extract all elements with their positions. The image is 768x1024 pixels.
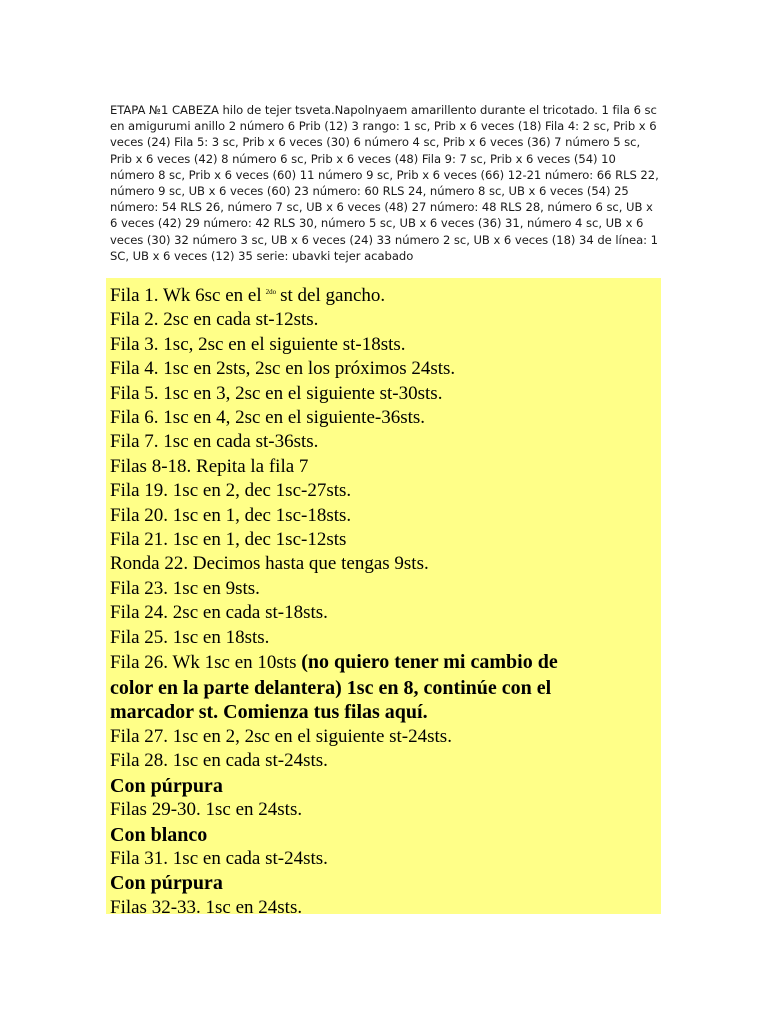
row-26-bold-note-2: color en la parte delantera) 1sc en 8, continúe con el bbox=[110, 676, 552, 699]
row-19: Fila 19. 1sc en 2, dec 1sc-27sts. bbox=[110, 480, 352, 502]
row-3: Fila 3. 1sc, 2sc en el siguiente st-18sts. bbox=[110, 333, 406, 355]
row-28: Fila 28. 1sc en cada st-24sts. bbox=[110, 750, 328, 772]
row-1 bbox=[110, 280, 661, 308]
intro-paragraph: ETAPA №1 CABEZA hilo de tejer tsveta.Napolnyaem amarillento durante el tricotado. 1 fila 6 sc en amigurumi anillo 2 número 6 Prib (12) 3 rango: 1 sc, Prib x 6 veces (18) Fila 4: 2 sc, Prib x 6 veces (24) Fila 5: 3 sc, Prib x 6 veces (30) 6 número 4 sc, Prib x 6 veces (36) 7 número 5 sc, Prib x 6 veces (42) 8 número 6 sc, Prib x 6 veces (48) Fila 9: 7 sc, Prib x 6 veces (54) 10 número 8 sc, Prib x 6 veces (60) 11 número 9 sc, Prib x 6 veces (66) 12-21 número: 66 RLS 22, número 9 sc, UB x 6 veces (60) 23 número: 60 RLS 24, número 8 sc, UB x 6 veces (54) 25 número: 54 RLS 26, número 7 sc, UB x 6 veces (48) 27 número: 48 RLS 28, número 6 sc, UB x 6 veces (42) 29 número: 42 RLS 30, número 5 sc, UB x 6 veces (36) 31, número 4 sc, UB x 6 veces (30) 32 número 3 sc, UB x 6 veces (24) 33 número 2 sc, UB x 6 veces (18) 34 de línea: 1 SC, UB x 6 veces (12) 35 serie: ubavki tejer acabado bbox=[110, 103, 659, 263]
row-5: Fila 5. 1sc en 3, 2sc en el siguiente st-30sts. bbox=[110, 382, 443, 404]
row-22: Ronda 22. Decimos hasta que tengas 9sts. bbox=[110, 553, 429, 575]
row-24: Fila 24. 2sc en cada st-18sts. bbox=[110, 602, 328, 624]
row-1-text-a: Fila 1. Wk 6sc en el bbox=[110, 285, 262, 306]
row-31: Fila 31. 1sc en cada st-24sts. bbox=[110, 847, 328, 869]
row-26-bold-note-1: (no quiero tener mi cambio de bbox=[301, 651, 558, 674]
row-23: Fila 23. 1sc en 9sts. bbox=[110, 577, 260, 599]
row-4: Fila 4. 1sc en 2sts, 2sc en los próximos 24sts. bbox=[110, 358, 456, 380]
row-27: Fila 27. 1sc en 2, 2sc en el siguiente st-24sts. bbox=[110, 725, 452, 747]
row-32-33: Filas 32-33. 1sc en 24sts. bbox=[110, 896, 303, 918]
row-1-superscript: 2do bbox=[265, 288, 277, 296]
row-26-bold-note-3: marcador st. Comienza tus filas aquí. bbox=[110, 701, 428, 724]
row-20: Fila 20. 1sc en 1, dec 1sc-18sts. bbox=[110, 504, 352, 526]
row-26-line-1 bbox=[110, 650, 661, 676]
row-25: Fila 25. 1sc en 18sts. bbox=[110, 626, 270, 648]
row-8-18: Filas 8-18. Repita la fila 7 bbox=[110, 455, 309, 477]
row-7: Fila 7. 1sc en cada st-36sts. bbox=[110, 431, 319, 453]
row-26-text-a: Fila 26. Wk 1sc en 10sts bbox=[110, 652, 302, 674]
heading-purple-1: Con púrpura bbox=[110, 774, 223, 797]
row-6: Fila 6. 1sc en 4, 2sc en el siguiente-36sts. bbox=[110, 407, 426, 429]
heading-white: Con blanco bbox=[110, 823, 208, 846]
row-2: Fila 2. 2sc en cada st-12sts. bbox=[110, 309, 319, 331]
heading-purple-2: Con púrpura bbox=[110, 872, 223, 895]
row-1-text-b: st del gancho. bbox=[280, 285, 386, 306]
highlighted-instructions-panel bbox=[106, 278, 661, 918]
row-21: Fila 21. 1sc en 1, dec 1sc-12sts bbox=[110, 529, 347, 551]
row-29-30: Filas 29-30. 1sc en 24sts. bbox=[110, 799, 303, 821]
